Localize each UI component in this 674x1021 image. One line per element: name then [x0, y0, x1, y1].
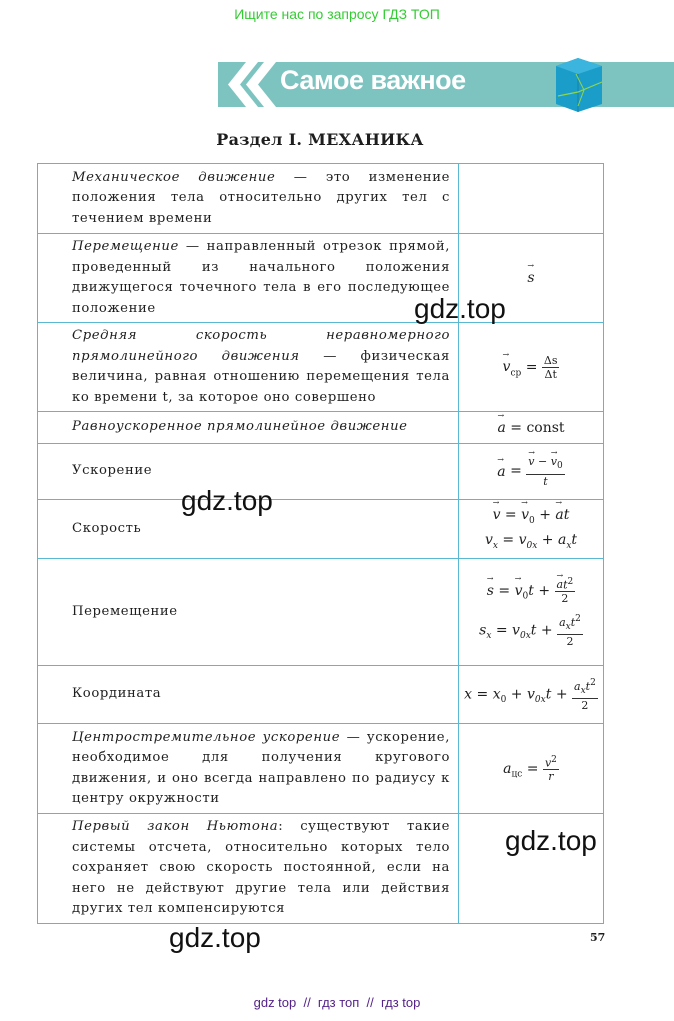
row-label: Скорость	[38, 500, 459, 559]
formula-cell: → $v_{ср}$ = $\frac{\Delta s}{\Delta t}$	[459, 323, 604, 412]
table-row	[38, 234, 604, 323]
table-row	[38, 559, 604, 666]
summary-table	[37, 163, 604, 924]
formula-cell-empty	[459, 164, 604, 234]
term: Перемещение	[72, 239, 179, 254]
definition: — физическая величина, равная отношению перемещения тела ко времени t, за которое оно совершено	[72, 348, 450, 405]
definition: — направленный отрезок прямой, проведенный из начального положения движущегося точечного тела в его последующее положение	[72, 239, 450, 316]
row-label: Перемещение	[38, 559, 459, 666]
table-row	[38, 412, 604, 444]
term: Центростремительное ускорение	[72, 729, 341, 745]
watermark: gdz.top	[505, 825, 597, 856]
section-banner	[218, 62, 674, 107]
bottom-ad-text: gdz top // гдз топ // гдз top	[253, 995, 421, 1010]
banner-title: Самое важное	[280, 65, 466, 95]
cube-icon	[548, 56, 604, 114]
table-row	[38, 444, 604, 500]
definition: — это изменение положения тела относительно других тел с течением времени	[72, 169, 450, 226]
page-number: 57	[590, 931, 606, 944]
row-label: Ускорение	[38, 444, 459, 500]
watermark: gdz.top	[169, 922, 261, 953]
table-row	[38, 164, 604, 234]
double-chevron-left-icon	[218, 62, 278, 107]
table-row	[38, 724, 604, 814]
formula-cell: $x = x_0 + v_{0x}t$ + $\frac{a_xt^2}{2}$	[459, 666, 604, 724]
table-row	[38, 666, 604, 724]
formula-cell: → v = → $v_0$ + → at $v_x = v_{0x} + a_xt$	[459, 500, 604, 559]
watermark: gdz.top	[414, 293, 506, 324]
formula-cell: → a = → $\frac{v - \to v_0}{t}$	[459, 444, 604, 500]
row-label: Координата	[38, 666, 459, 724]
term: Средняя скорость неравномерного прямолинейного движения	[72, 328, 450, 364]
top-ad-text: Ищите нас по запросу ГДЗ ТОП	[234, 6, 440, 22]
watermark: gdz.top	[181, 485, 273, 516]
term: Равноускоренное прямолинейное движение	[72, 419, 408, 435]
definition: — ускорение, необходимое для получения кругового движения, и оно всегда направлено по радиусу к центру окружности	[72, 729, 450, 806]
formula-displacement: → s	[527, 270, 534, 286]
table-row	[38, 323, 604, 412]
formula-cell: → s = → $v_0t$ + → $\frac{at^2}{2}$ $s_x = v_{0x}t$ + $\frac{a_xt^2}{2}$	[459, 559, 604, 666]
term: Первый закон Ньютона	[72, 819, 279, 834]
formula-cell: $a_{цс}$ = $\frac{v^2}{r}$	[459, 724, 604, 814]
section-title: Раздел I. МЕХАНИКА	[216, 130, 424, 149]
formula-cell: → a = const	[459, 412, 604, 444]
definition: : существуют такие системы отсчета, относительно которых тело сохраняет свою скорость постоянной, если на него не действуют другие тела или действия других тел компенсируются	[72, 819, 450, 916]
table-row	[38, 500, 604, 559]
term: Механическое движение	[72, 169, 276, 185]
